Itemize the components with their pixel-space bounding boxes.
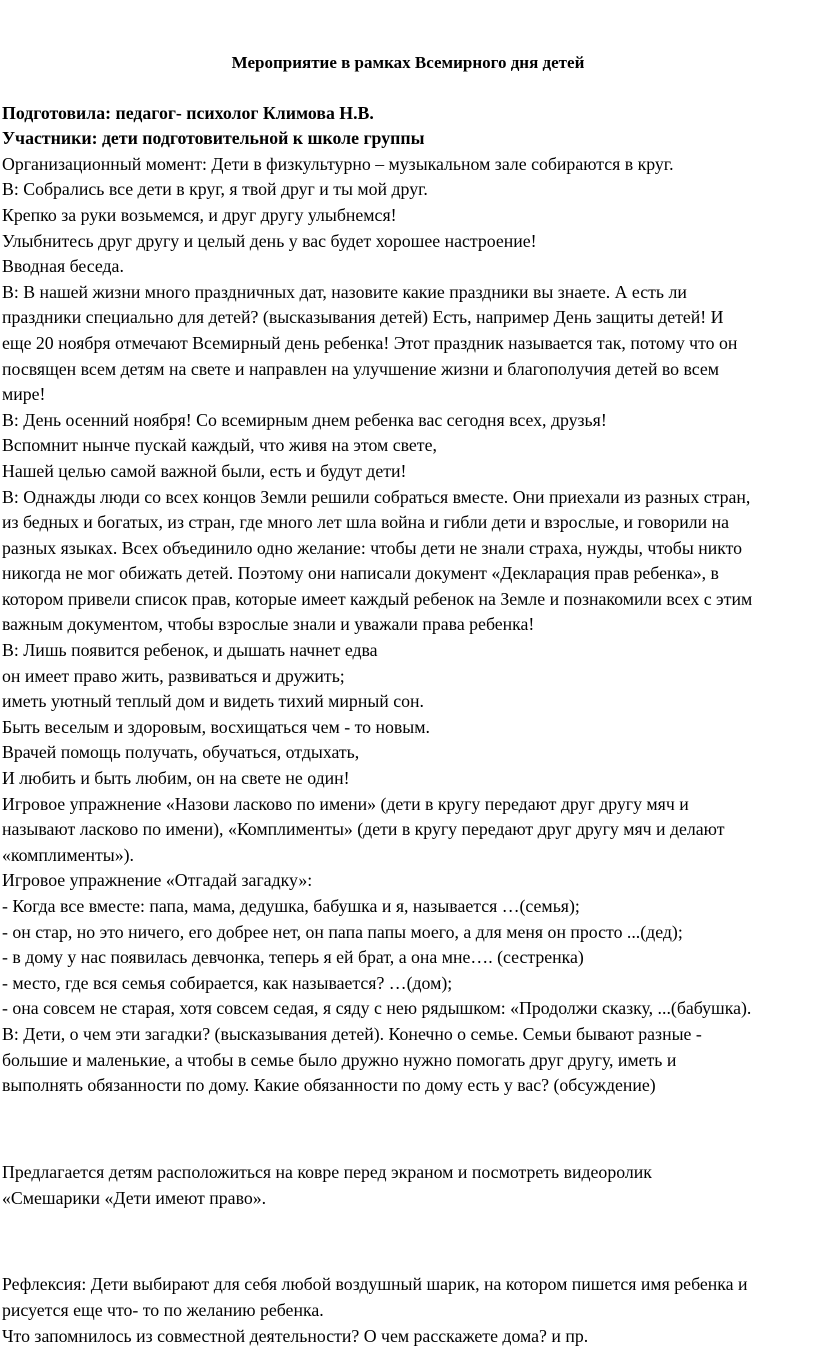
text-line: В: Лишь появится ребенок, и дышать начнет едва [2,638,806,664]
text-line: «Смешарики «Дети имеют право». [2,1186,806,1212]
text-line: Нашей целью самой важной были, есть и будут дети! [2,459,806,485]
text-line: И любить и быть любим, он на свете не один! [2,766,806,792]
text-line: праздники специально для детей? (высказывания детей) Есть, например День защиты детей! И [2,305,806,331]
text-line: Вводная беседа. [2,254,806,280]
blank-line [2,1117,806,1143]
text-line: Игровое упражнение «Отгадай загадку»: [2,868,806,894]
text-line: В: Собрались все дети в круг, я твой друг и ты мой друг. [2,177,806,203]
text-line: - она совсем не старая, хотя совсем седая, я сяду с нею рядышком: «Продолжи сказку, ...(бабушка). [2,996,806,1022]
text-line: В: Дети, о чем эти загадки? (высказывания детей). Конечно о семье. Семьи бывают разные - [2,1022,806,1048]
text-line: - он стар, но это ничего, его добрее нет, он папа папы моего, а для меня он просто ...(дед); [2,920,806,946]
text-line: выполнять обязанности по дому. Какие обязанности по дому есть у вас? (обсуждение) [2,1073,806,1099]
text-line: важным документом, чтобы взрослые знали и уважали права ребенка! [2,612,806,638]
text-line: Рефлексия: Дети выбирают для себя любой воздушный шарик, на котором пишется имя ребенка и [2,1272,806,1298]
text-line: Быть веселым и здоровым, восхищаться чем - то новым. [2,715,806,741]
text-line: он имеет право жить, развиваться и дружить; [2,664,806,690]
text-line: посвящен всем детям на свете и направлен на улучшение жизни и благополучия детей во всем [2,357,806,383]
document-title: Мероприятие в рамках Всемирного дня детей [2,50,806,76]
text-line: рисуется еще что- то по желанию ребенка. [2,1298,806,1324]
text-line: Игровое упражнение «Назови ласково по имени» (дети в кругу передают друг другу мяч и [2,792,806,818]
text-line: Врачей помощь получать, обучаться, отдыхать, [2,740,806,766]
text-line: В: Однажды люди со всех концов Земли решили собраться вместе. Они приехали из разных стран, [2,485,806,511]
text-line: - Когда все вместе: папа, мама, дедушка, бабушка и я, называется …(семья); [2,894,806,920]
text-line: разных языках. Всех объединило одно желание: чтобы дети не знали страха, нужды, чтобы никто [2,536,806,562]
text-line: Что запомнилось из совместной деятельности? О чем расскажете дома? и пр. [2,1324,806,1349]
text-line: В: В нашей жизни много праздничных дат, назовите какие праздники вы знаете. А есть ли [2,280,806,306]
blank-line [2,1229,806,1255]
document-body [2,101,806,1349]
text-line: В: День осенний ноября! Со всемирным днем ребенка вас сегодня всех, друзья! [2,408,806,434]
header-info-line: Подготовила: педагог- психолог Климова Н.В. [2,101,806,127]
text-line: иметь уютный теплый дом и видеть тихий мирный сон. [2,689,806,715]
text-line: из бедных и богатых, из стран, где много лет шла война и гибли дети и взрослые, и говорили на [2,510,806,536]
text-line: большие и маленькие, а чтобы в семье было дружно нужно помогать друг другу, иметь и [2,1048,806,1074]
text-line: Предлагается детям расположиться на ковре перед экраном и посмотреть видеоролик [2,1160,806,1186]
text-line: никогда не мог обижать детей. Поэтому они написали документ «Декларация прав ребенка», в [2,561,806,587]
text-line: котором привели список прав, которые имеет каждый ребенок на Земле и познакомили всех с этим [2,587,806,613]
text-line: Крепко за руки возьмемся, и друг другу улыбнемся! [2,203,806,229]
text-line: еще 20 ноября отмечают Всемирный день ребенка! Этот праздник называется так, потому что он [2,331,806,357]
text-line: мире! [2,382,806,408]
header-info-line: Участники: дети подготовительной к школе группы [2,126,806,152]
text-line: - место, где вся семья собирается, как называется? …(дом); [2,971,806,997]
text-line: называют ласково по имени), «Комплименты» (дети в кругу передают друг другу мяч и делают [2,817,806,843]
text-line: Вспомнит нынче пускай каждый, что живя на этом свете, [2,433,806,459]
text-line: Улыбнитесь друг другу и целый день у вас будет хорошее настроение! [2,229,806,255]
text-line: «комплименты»). [2,843,806,869]
text-line: - в дому у нас появилась девчонка, теперь я ей брат, а она мне…. (сестренка) [2,945,806,971]
text-line: Организационный момент: Дети в физкультурно – музыкальном зале собираются в круг. [2,152,806,178]
